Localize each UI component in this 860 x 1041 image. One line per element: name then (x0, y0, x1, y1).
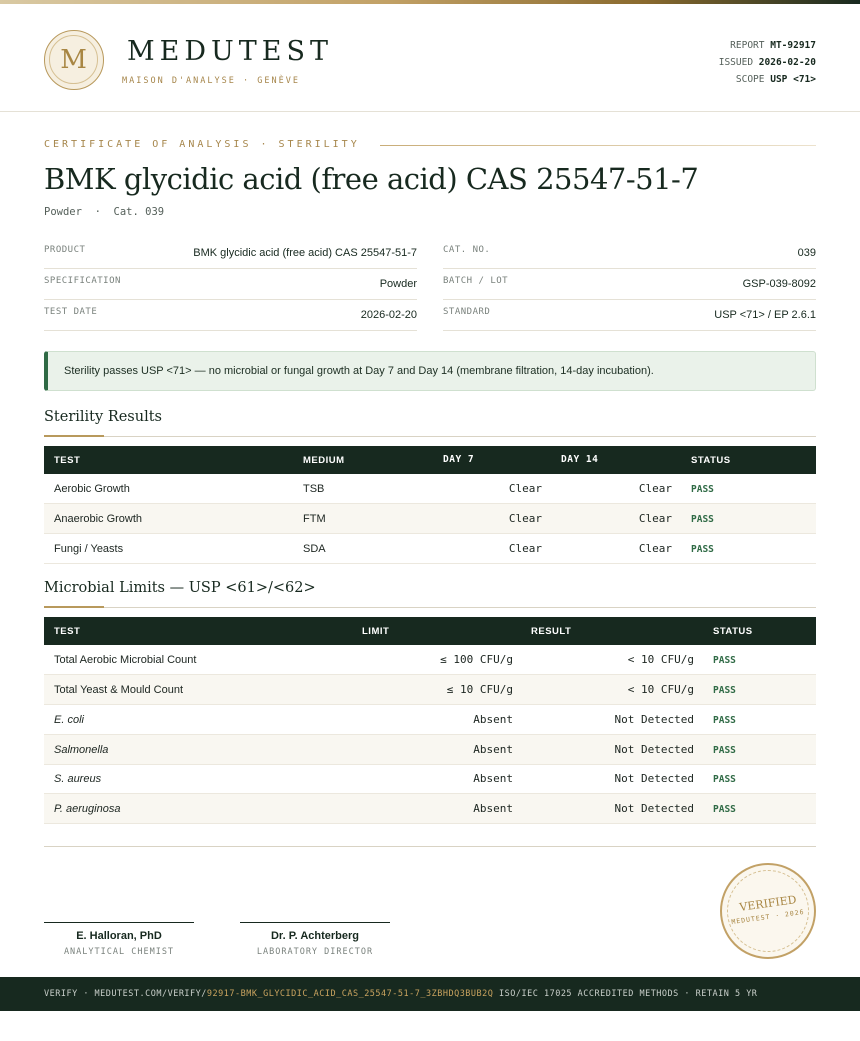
cell-test: S. aureus (54, 773, 102, 785)
document-title: BMK glycidic acid (free acid) CAS 25547-51-7 (44, 162, 699, 196)
section-rule (44, 607, 816, 608)
table-row (44, 645, 816, 675)
cell-result: Not Detected (614, 713, 694, 726)
status-badge: PASS (691, 484, 714, 495)
cell-result: Not Detected (614, 743, 694, 756)
document-kicker: CERTIFICATE OF ANALYSIS · STERILITY (44, 139, 360, 150)
column-header: DAY 7 (443, 454, 475, 465)
cell-medium: SDA (303, 543, 326, 555)
kicker-divider (380, 145, 816, 146)
status-badge: PASS (713, 685, 736, 696)
signature-line (44, 922, 194, 923)
cell-result: Not Detected (614, 802, 694, 815)
meta-report: REPORT MT-92917 (730, 40, 816, 51)
status-badge: PASS (713, 655, 736, 666)
logo-monogram: M (49, 35, 98, 84)
table-row (44, 794, 816, 824)
footer-prefix: VERIFY · MEDUTEST.COM/VERIFY/ (44, 989, 207, 999)
signature-divider (44, 846, 816, 847)
section-accent (44, 435, 104, 437)
seal-subtext: MEDUTEST · 2026 (730, 907, 806, 927)
cell-day14: Clear (638, 512, 672, 525)
field-label: CAT. NO. (443, 245, 491, 255)
cell-limit: Absent (473, 802, 513, 815)
field-product (44, 238, 417, 269)
cell-result: < 10 CFU/g (627, 683, 694, 696)
field-value: 039 (797, 247, 816, 259)
field-value: BMK glycidic acid (free acid) CAS 25547-51-7 (193, 247, 417, 259)
footer-suffix: ISO/IEC 17025 ACCREDITED METHODS · RETAIN 5 YR (493, 989, 758, 999)
field-label: TEST DATE (44, 307, 98, 317)
microbial-table-header (44, 617, 816, 645)
cell-medium: FTM (303, 513, 326, 525)
cell-test: Salmonella (54, 744, 109, 756)
cell-test: Total Yeast & Mould Count (54, 684, 184, 696)
verification-footer (0, 977, 860, 1011)
column-header: TEST (54, 455, 81, 466)
table-row (44, 675, 816, 705)
table-row (44, 735, 816, 765)
cell-limit: Absent (473, 743, 513, 756)
field-label: SPECIFICATION (44, 276, 121, 286)
note-text: Sterility passes USP <71> — no microbial or fungal growth at Day 7 and Day 14 (membrane filtration, 14-day incubation). (64, 365, 654, 377)
table-row (44, 534, 816, 564)
field-standard (443, 300, 816, 331)
status-badge: PASS (713, 745, 736, 756)
section-rule (44, 436, 816, 437)
status-badge: PASS (713, 774, 736, 785)
table-row (44, 764, 816, 794)
table-row (44, 474, 816, 504)
field-label: PRODUCT (44, 245, 86, 255)
cell-test: Aerobic Growth (54, 483, 130, 495)
field-value: Powder (379, 278, 417, 290)
column-header: STATUS (691, 455, 731, 466)
cell-limit: ≤ 100 CFU/g (440, 653, 513, 666)
field-label: STANDARD (443, 307, 491, 317)
verified-seal (720, 863, 816, 959)
cell-medium: TSB (303, 483, 325, 495)
status-badge: PASS (713, 804, 736, 815)
cell-result: < 10 CFU/g (627, 653, 694, 666)
brand-name: MEDUTEST (127, 36, 333, 67)
field-batch-lot (443, 269, 816, 300)
cell-test: E. coli (54, 714, 84, 726)
column-header: MEDIUM (303, 455, 345, 466)
signatory-role: LABORATORY DIRECTOR (256, 947, 374, 957)
field-test-date (44, 300, 417, 331)
signature-line (240, 922, 390, 923)
cell-test: Fungi / Yeasts (54, 543, 124, 555)
footer-text (44, 989, 757, 999)
column-header: RESULT (531, 626, 572, 637)
signatory-name: Dr. P. Achterberg (270, 930, 360, 942)
document-subtitle: Powder · Cat. 039 (44, 206, 165, 218)
signatory-name: E. Halloran, PhD (76, 930, 162, 942)
cell-day14: Clear (638, 482, 672, 495)
column-header: DAY 14 (561, 454, 599, 465)
table-row (44, 705, 816, 735)
field-value: 2026-02-20 (360, 309, 417, 321)
cell-day7: Clear (508, 512, 542, 525)
field-cat-no (443, 238, 816, 269)
cell-day7: Clear (508, 482, 542, 495)
verification-code-link[interactable]: 92917-BMK_GLYCIDIC_ACID_CAS_25547-51-7_3ZBHDQ3BUB2Q (206, 989, 494, 999)
field-specification (44, 269, 417, 300)
table-row (44, 504, 816, 534)
meta-issued: ISSUED 2026-02-20 (718, 57, 816, 68)
status-badge: PASS (691, 544, 714, 555)
cell-limit: Absent (473, 713, 513, 726)
cell-limit: Absent (473, 772, 513, 785)
sterility-section-title: Sterility Results (44, 409, 162, 425)
field-value: GSP-039-8092 (742, 278, 816, 290)
cell-limit: ≤ 10 CFU/g (446, 683, 513, 696)
status-badge: PASS (713, 715, 736, 726)
cell-day7: Clear (508, 542, 542, 555)
section-accent (44, 606, 104, 608)
column-header: STATUS (713, 626, 753, 637)
column-header: LIMIT (362, 626, 390, 637)
column-header: TEST (54, 626, 81, 637)
field-value: USP <71> / EP 2.6.1 (714, 309, 816, 321)
meta-scope: SCOPE USP <71> (735, 74, 816, 85)
cell-day14: Clear (638, 542, 672, 555)
sterility-summary-note (44, 351, 816, 391)
report-meta (719, 37, 816, 88)
microbial-section-title: Microbial Limits — USP <61>/<62> (44, 580, 316, 596)
seal-text: VERIFIED (738, 893, 798, 914)
brand-tagline: MAISON D'ANALYSE · GENÈVE (122, 76, 300, 86)
cell-test: Total Aerobic Microbial Count (54, 654, 197, 666)
sterility-table-header (44, 446, 816, 474)
status-badge: PASS (691, 514, 714, 525)
cell-result: Not Detected (614, 772, 694, 785)
cell-test: P. aeruginosa (54, 803, 121, 815)
field-label: BATCH / LOT (443, 276, 509, 286)
signatory-role: ANALYTICAL CHEMIST (63, 947, 175, 957)
brand-logo (44, 30, 104, 90)
report-header (0, 4, 860, 112)
cell-test: Anaerobic Growth (54, 513, 143, 525)
